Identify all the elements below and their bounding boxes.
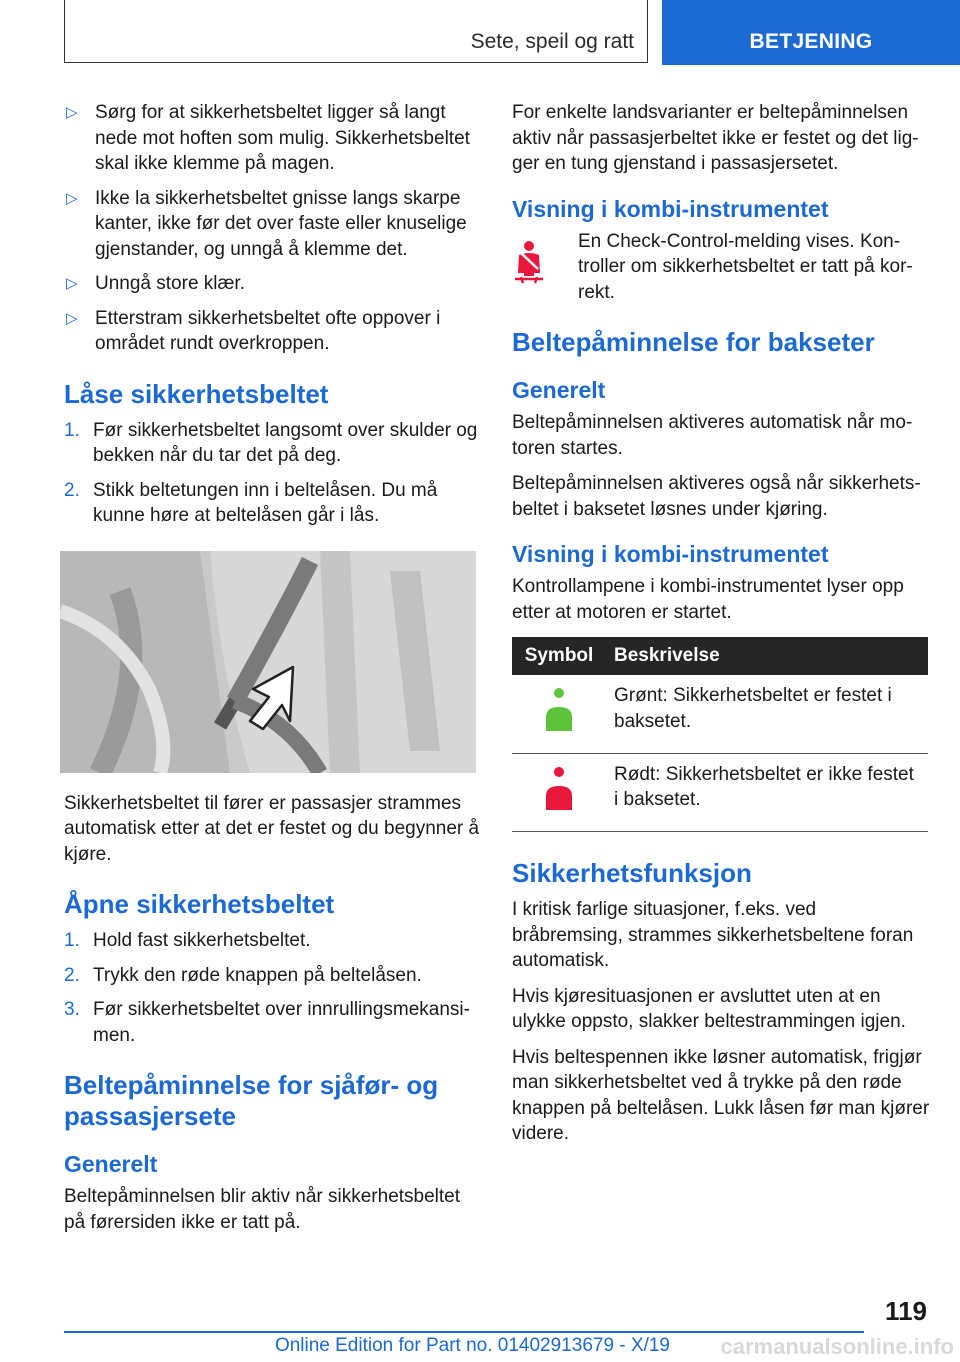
display-text: Kontrollampene i kombi-instrumentet lyser opp etter at motoren er startet. — [512, 576, 904, 623]
bullet-triangle-icon: ▷ — [66, 309, 78, 327]
chapter-tab: BETJENING — [662, 0, 960, 65]
watermark: carmanualsonline.info — [720, 1334, 954, 1359]
safety-text-2: Hvis kjøresituasjonen er avsluttet uten at en ulykke oppsto, slakker beltestrammingen igjen. — [512, 985, 906, 1032]
safety-text-3: Hvis beltespennen ikke løsner automatisk, frigjør man sikkerhetsbeltet ved å trykke på den røde knappen på beltelåsen. Lukk låsen før man kjører videre. — [512, 1046, 930, 1144]
bullet-triangle-icon: ▷ — [66, 104, 78, 121]
list-item: ▷ Sørg for at sikkerhetsbeltet ligger så langt nede mot hoften som mulig. Sikkerhetsbeltet skal ikke klemme på magen. — [64, 100, 484, 177]
seatbelt-photo — [60, 551, 476, 773]
general-heading-rear: Generelt — [512, 377, 606, 403]
left-column — [64, 100, 484, 1245]
photo-caption: Sikkerhetsbeltet til fører er passasjer strammes automatisk etter at det er festet og du begynner å kjøre. — [64, 792, 480, 865]
red-person-icon — [512, 753, 606, 832]
general-text-2: Beltepåminnelsen aktiveres også når sikkerhetsbeltet i baksetet løsnes under kjøring. — [512, 473, 921, 520]
bullet-triangle-icon: ▷ — [66, 275, 78, 292]
green-person-icon — [512, 675, 606, 753]
list-item: 2. Stikk beltetungen inn i beltelåsen. Du må kunne høre at beltelåsen går i lås. — [64, 479, 438, 526]
symbol-table — [512, 637, 928, 832]
seatbelt-warning-icon — [512, 229, 578, 306]
bullet-list — [64, 100, 484, 357]
list-item: ▷ Ikke la sikkerhetsbeltet gnisse langs skarpe kanter, ikke før det over faste eller knuselige gjenstander, og unngå å klemme det. — [64, 186, 484, 263]
bullet-triangle-icon: ▷ — [66, 189, 78, 207]
row-description: Grønt: Sikkerhetsbeltet er festet i baksetet. — [606, 675, 928, 753]
list-item: ▷ Etterstram sikkerhetsbeltet ofte oppover i området rundt overkroppen. — [64, 306, 484, 357]
check-control-text: En Check-Control-melding vises. Kontroller om sikkerhetsbeltet er tatt på korrekt. — [578, 230, 913, 303]
rear-heading: Beltepåminnelse for bakseter — [512, 327, 875, 357]
lock-steps — [64, 418, 484, 529]
table-row — [512, 675, 928, 753]
section-title: Sete, speil og ratt — [470, 30, 634, 53]
reminder-heading: Beltepåminnelse for sjåfør- og passasjersete — [64, 1070, 439, 1131]
general-heading: Generelt — [64, 1151, 158, 1177]
lock-heading: Låse sikkerhetsbeltet — [64, 378, 329, 409]
display-heading: Visning i kombi-instrumentet — [512, 195, 829, 222]
open-steps — [64, 928, 484, 1048]
general-text-1: Beltepåminnelsen aktiveres automatisk når motoren startes. — [512, 412, 913, 459]
safety-text-1: I kritisk farlige situasjoner, f.eks. ved bråbremsing, strammes sikkerhetsbeltene foran automatisk. — [512, 899, 914, 971]
open-heading: Åpne sikkerhetsbeltet — [64, 889, 335, 919]
page-number: 119 — [885, 1296, 927, 1326]
table-header-symbol: Symbol — [512, 637, 606, 675]
table-header-description: Beskrivelse — [606, 637, 928, 675]
right-column — [512, 100, 930, 1157]
list-item: ▷ Unngå store klær. — [64, 271, 484, 297]
row-description: Rødt: Sikkerhetsbeltet er ikke festet i baksetet. — [606, 753, 928, 832]
footer-divider — [64, 1331, 864, 1333]
list-item: 3. Før sikkerhetsbeltet over innrullingsmekansimen. — [64, 999, 470, 1046]
list-item: 1. Før sikkerhetsbeltet langsomt over skulder og bekken når du tar det på deg. — [64, 419, 478, 466]
check-control-row — [512, 229, 930, 306]
list-item: 1. Hold fast sikkerhetsbeltet. — [64, 930, 311, 951]
table-row — [512, 753, 928, 832]
edition-text: Online Edition for Part no. 01402913679 - X/19 — [274, 1335, 670, 1356]
general-text: Beltepåminnelsen blir aktiv når sikkerhetsbeltet på førersiden ikke er tatt på. — [64, 1186, 461, 1233]
list-item: 2. Trykk den røde knappen på beltelåsen. — [64, 964, 422, 986]
intro-text: For enkelte landsvarianter er beltepåminnelsen aktiv når passasjerbeltet ikke er festet og det ligger en tung gjenstand i passasjersetet. — [512, 102, 919, 174]
safety-heading: Sikkerhetsfunksjon — [512, 858, 752, 888]
display-heading-rear: Visning i kombi-instrumentet — [512, 541, 829, 567]
